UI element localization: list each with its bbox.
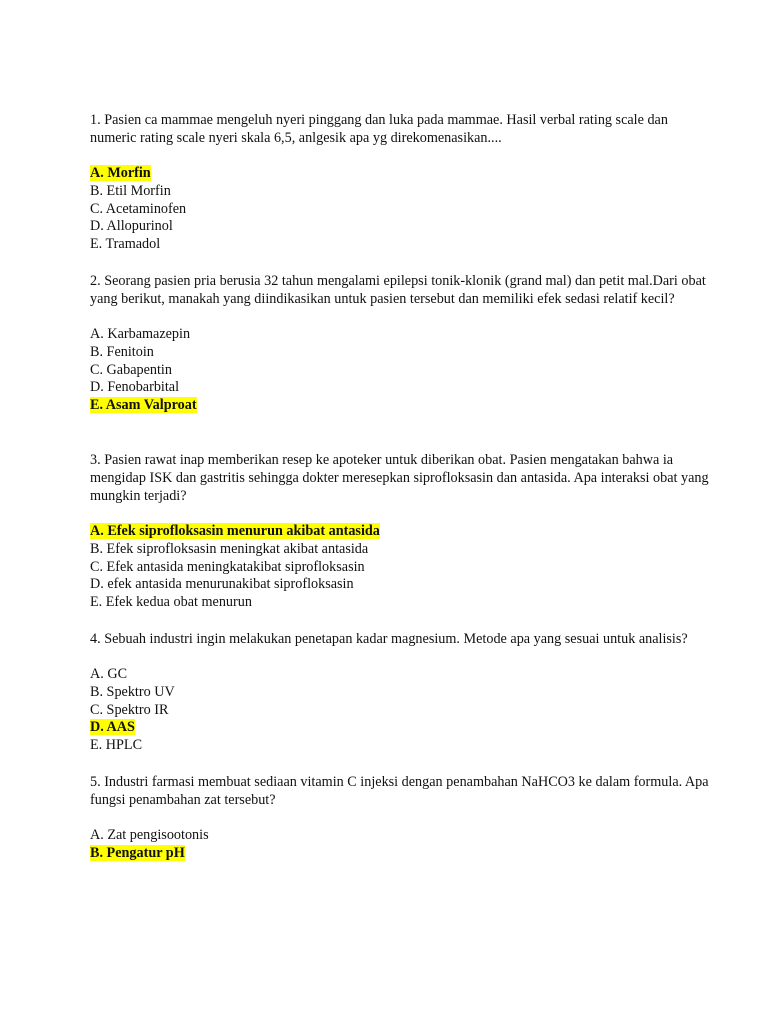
option-2e: [90, 397, 710, 415]
option-3d-label: D. efek antasida menurunakibat siprofloksasin: [90, 576, 354, 593]
option-3a: [90, 523, 710, 541]
question-1: [90, 111, 710, 254]
option-3c: [90, 559, 710, 577]
question-1-options: [90, 165, 710, 254]
option-5a-label: A. Zat pengisootonis: [90, 826, 209, 843]
question-5-options: [90, 827, 710, 863]
question-1-text: 1. Pasien ca mammae mengeluh nyeri pinggang dan luka pada mammae. Hasil verbal rating scale dan numeric rating scale nyeri skala 6,5, anlgesik apa yg direkomenasikan....: [90, 112, 668, 146]
option-5b: [90, 845, 710, 863]
option-3d: [90, 576, 710, 594]
question-4-text: 4. Sebuah industri ingin melakukan penetapan kadar magnesium. Metode apa yang sesuai untuk analisis?: [90, 630, 688, 647]
option-1b: [90, 183, 710, 201]
document-page: [90, 111, 710, 863]
question-2-options: [90, 326, 710, 415]
option-4a: [90, 666, 710, 684]
question-3-options: [90, 523, 710, 612]
question-2-text: 2. Seorang pasien pria berusia 32 tahun mengalami epilepsi tonik-klonik (grand mal) dan petit mal.Dari obat yang berikut, manakah yang diindikasikan untuk pasien tersebut dan memiliki efek sedasi relatif kecil?: [90, 272, 706, 307]
option-1c-label: C. Acetaminofen: [90, 200, 187, 217]
question-3-text: 3. Pasien rawat inap memberikan resep ke apoteker untuk diberikan obat. Pasien mengatakan bahwa ia mengidap ISK dan gastritis sehingga dokter meresepkan siprofloksasin dan antasida. Apa interaksi obat yang mungkin terjadi?: [90, 451, 709, 504]
option-1d: [90, 218, 710, 236]
option-2a: [90, 326, 710, 344]
option-4b-label: B. Spektro UV: [90, 683, 175, 700]
option-1d-label: D. Allopurinol: [90, 218, 173, 235]
option-2d: [90, 379, 710, 397]
option-4e: [90, 737, 710, 755]
option-2c-label: C. Gabapentin: [90, 361, 172, 378]
option-1e: [90, 236, 710, 254]
option-4c-label: C. Spektro IR: [90, 701, 169, 718]
option-1a-label: A. Morfin: [90, 165, 151, 181]
option-5a: [90, 827, 710, 845]
option-1a: [90, 165, 710, 183]
option-2a-label: A. Karbamazepin: [90, 325, 191, 342]
option-3c-label: C. Efek antasida meningkatakibat siprofloksasin: [90, 558, 365, 575]
option-5b-label: B. Pengatur pH: [90, 844, 185, 861]
question-5-text: 5. Industri farmasi membuat sediaan vitamin C injeksi dengan penambahan NaHCO3 ke dalam formula. Apa fungsi penambahan zat tersebut?: [90, 773, 709, 808]
question-2: [90, 272, 710, 415]
option-2b: [90, 344, 710, 362]
option-1b-label: B. Etil Morfin: [90, 182, 171, 199]
option-1c: [90, 201, 710, 219]
option-4a-label: A. GC: [90, 665, 128, 682]
option-2d-label: D. Fenobarbital: [90, 379, 180, 396]
option-3b: [90, 541, 710, 559]
question-5: [90, 773, 710, 863]
option-4b: [90, 684, 710, 702]
option-4e-label: E. HPLC: [90, 737, 143, 754]
option-3b-label: B. Efek siprofloksasin meningkat akibat antasida: [90, 540, 369, 557]
option-3a-label: A. Efek siprofloksasin menurun akibat antasida: [90, 522, 380, 539]
option-1e-label: E. Tramadol: [90, 236, 161, 253]
option-3e-label: E. Efek kedua obat menurun: [90, 594, 252, 611]
option-4d-label: D. AAS: [90, 719, 135, 736]
option-3e: [90, 594, 710, 612]
question-3: [90, 451, 710, 612]
option-4d: [90, 719, 710, 737]
option-2c: [90, 362, 710, 380]
option-2e-label: E. Asam Valproat: [90, 397, 197, 414]
question-4: [90, 630, 710, 755]
option-2b-label: B. Fenitoin: [90, 343, 154, 360]
question-4-options: [90, 666, 710, 755]
option-4c: [90, 702, 710, 720]
